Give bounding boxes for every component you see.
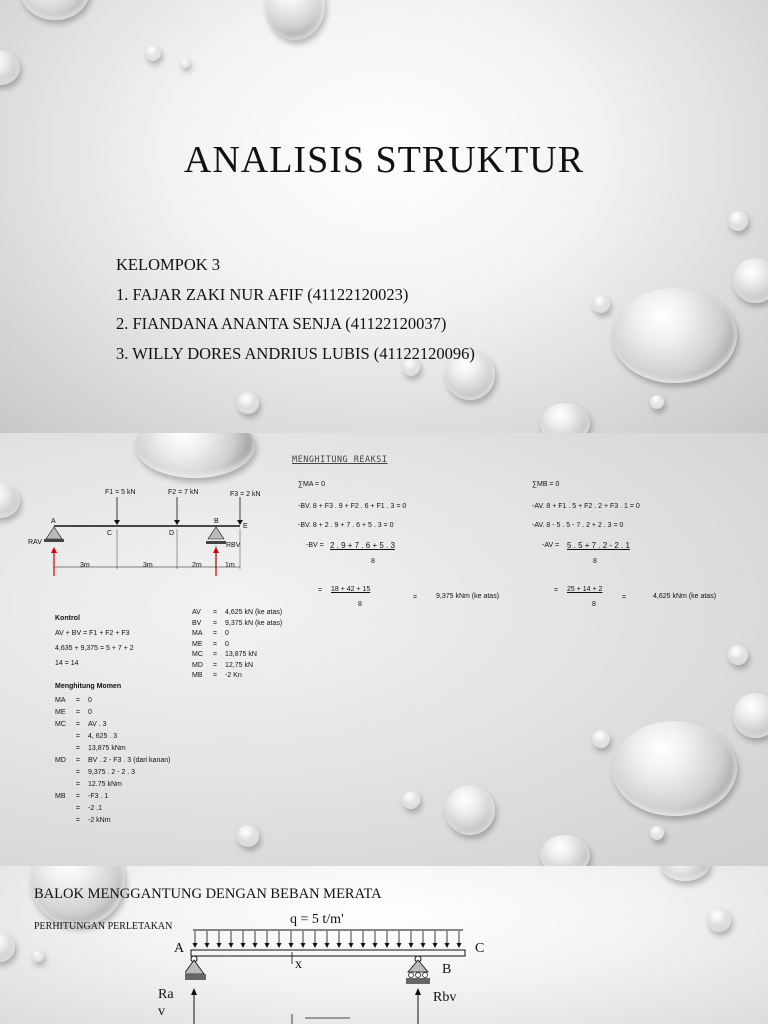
reaksi-left-eq1: ∑MA = 0	[298, 481, 325, 488]
point-label-c: C	[475, 941, 485, 956]
reaksi-right-eq3: -AV. 8 - 5 . 5 - 7 . 2 + 2 . 3 = 0	[532, 522, 624, 529]
reaction-label-a-suffix: v	[158, 1004, 165, 1019]
momen-row-key: MA	[55, 697, 66, 704]
reaksi-left-eq4-lhs: -BV =	[306, 542, 324, 549]
water-drop-decoration	[0, 932, 15, 962]
summary-row	[192, 650, 290, 661]
water-drop-decoration	[237, 825, 259, 847]
support-b-base	[206, 541, 226, 544]
span-label: 3m	[80, 562, 90, 569]
momen-row	[55, 731, 178, 743]
momen-row-equals: =	[75, 805, 80, 812]
arrow-head	[397, 943, 402, 948]
arrow-head	[193, 943, 198, 948]
arrow-head	[229, 943, 234, 948]
momen-row-value: 13,875 kNm	[87, 745, 126, 752]
arrow-head	[205, 943, 210, 948]
water-drop-decoration	[32, 950, 44, 962]
summary-row-equals: =	[212, 651, 217, 658]
momen-row-equals: =	[75, 709, 80, 716]
water-drop-decoration	[592, 295, 610, 313]
water-drop-decoration	[265, 0, 325, 40]
momen-row-value: 9,375 . 2 - 2 . 3	[87, 769, 136, 776]
roller	[416, 973, 421, 978]
momen-row	[55, 767, 178, 779]
distributed-load-diagram	[185, 926, 475, 1024]
momen-row-value: AV . 3	[87, 721, 107, 728]
momen-title: Menghitung Momen	[55, 683, 122, 690]
slide-title	[0, 0, 768, 433]
momen-row-key: MD	[55, 757, 66, 764]
water-drop-decoration	[660, 866, 710, 881]
momen-row-value: -2 .1	[87, 805, 102, 812]
water-drop-decoration	[540, 835, 590, 866]
slide-distributed-load	[0, 866, 768, 1024]
kontrol-block	[55, 611, 134, 671]
arrow-head	[349, 943, 354, 948]
arrow-head	[277, 943, 282, 948]
kontrol-title: Kontrol	[55, 615, 80, 622]
arrow-head	[313, 943, 318, 948]
point-label-b: B	[442, 962, 452, 977]
water-drop-decoration	[612, 288, 737, 383]
reaksi-left-eq2: -BV. 8 + F3 . 9 + F2 . 6 + F1 . 3 = 0	[298, 503, 407, 510]
reaksi-right-result: 4,625 kNm (ke atas)	[653, 593, 717, 600]
load-arrows	[193, 931, 462, 948]
momen-row-equals: =	[75, 697, 80, 704]
water-drop-decoration	[20, 0, 90, 20]
water-drop-decoration	[733, 693, 768, 738]
momen-row-key: ME	[55, 709, 66, 716]
point-label-x: x	[295, 957, 302, 972]
span-label: 2m	[192, 562, 202, 569]
arrow-head	[241, 943, 246, 948]
summary-row	[192, 671, 290, 682]
reaksi-right-eq4-num: 5 . 5 + 7 . 2 - 2 . 1	[567, 541, 630, 550]
slide-calculation	[0, 433, 768, 866]
reaksi-right-eq5-num: 25 + 14 + 2	[567, 586, 603, 593]
momen-row-key	[55, 767, 76, 779]
support-a-base	[44, 539, 64, 542]
member-item: 1. FAJAR ZAKI NUR AFIF (41122120023)	[116, 284, 409, 304]
momen-row	[55, 719, 178, 731]
reaction-label-b: RBV	[226, 542, 241, 549]
water-drop-decoration	[592, 730, 610, 748]
span-label: 1m	[225, 562, 235, 569]
slide3-subtitle: PERHITUNGAN PERLETAKAN	[34, 921, 173, 932]
momen-row-equals: =	[75, 721, 80, 728]
reaction-label-b: Rbv	[433, 990, 457, 1005]
arrow-head	[457, 943, 462, 948]
summary-row-key: AV	[192, 609, 201, 616]
reaksi-left-result: 9,375 kNm (ke atas)	[436, 593, 500, 600]
water-drop-decoration	[733, 258, 768, 303]
water-drop-decoration	[728, 211, 748, 231]
summary-table	[192, 608, 290, 682]
arrow-head	[174, 520, 180, 525]
arrow-head	[51, 547, 57, 553]
reaksi-left-eq3: -BV. 8 + 2 . 9 + 7 . 6 + 5 . 3 = 0	[298, 522, 394, 529]
point-label-e: E	[243, 523, 248, 530]
water-drop-decoration	[135, 433, 255, 478]
group-name: KELOMPOK 3	[116, 255, 221, 274]
point-label-c: C	[107, 530, 113, 537]
momen-row	[55, 815, 178, 827]
arrow-head	[421, 943, 426, 948]
arrow-head	[325, 943, 330, 948]
momen-row-equals: =	[75, 757, 80, 764]
summary-row-value: 13,875 kN	[224, 651, 257, 658]
water-drop-decoration	[145, 45, 161, 61]
roller	[423, 973, 428, 978]
arrow-head	[289, 943, 294, 948]
point-label-a: A	[174, 941, 185, 956]
arrow-head	[191, 988, 197, 995]
reaksi-right-eq2: -AV. 8 + F1 . 5 + F2 . 2 + F3 . 1 = 0	[532, 503, 640, 510]
momen-row-equals: =	[75, 733, 80, 740]
momen-row-equals: =	[75, 745, 80, 752]
summary-row-equals: =	[212, 619, 217, 627]
momen-row-value: 4, 625 . 3	[87, 733, 118, 740]
kontrol-line: 4,635 + 9,375 = 5 + 7 + 2	[55, 645, 134, 652]
water-drop-decoration	[445, 785, 495, 835]
load-label: q = 5 t/m'	[290, 912, 344, 927]
momen-row-key	[55, 815, 76, 827]
momen-row-value: -F3 . 1	[87, 793, 109, 800]
reaction-label-a: Ra	[158, 987, 174, 1002]
summary-row	[192, 629, 290, 640]
reaksi-right-eq4-den: 8	[593, 558, 597, 565]
momen-row	[55, 695, 178, 707]
summary-row	[192, 619, 290, 630]
water-drop-decoration	[402, 791, 420, 809]
span-label: 3m	[143, 562, 153, 569]
support-b	[208, 527, 224, 539]
support-a	[185, 960, 204, 974]
support-a-base	[185, 974, 206, 980]
summary-row	[192, 661, 290, 672]
momen-row-value: 0	[87, 709, 92, 716]
arrow-head	[114, 520, 120, 525]
momen-row	[55, 791, 178, 803]
water-drop-decoration	[650, 395, 664, 409]
support-b-base	[406, 978, 430, 984]
reaksi-right-eq5-lhs: =	[554, 587, 559, 594]
arrow-head	[265, 943, 270, 948]
summary-row-key: BV	[192, 619, 202, 627]
reaksi-left-eq5-num: 18 + 42 + 15	[331, 586, 371, 593]
beam	[191, 950, 465, 956]
summary-row	[192, 608, 290, 619]
water-drop-decoration	[180, 58, 190, 68]
reaksi-left-eq4-den: 8	[371, 558, 375, 565]
momen-row	[55, 743, 178, 755]
point-label-d: D	[169, 530, 175, 537]
arrow-head	[337, 943, 342, 948]
momen-row	[55, 707, 178, 719]
arrow-head	[373, 943, 378, 948]
force-label-f1: F1 = 5 kN	[105, 489, 136, 496]
slide-title-heading: ANALISIS STRUKTUR	[183, 139, 585, 181]
momen-row-key	[55, 743, 76, 755]
member-item: 3. WILLY DORES ANDRIUS LUBIS (41122120096)	[116, 343, 475, 363]
water-drop-decoration	[650, 826, 664, 840]
momen-row-value: 12.75 kNm	[87, 781, 122, 788]
arrow-head	[385, 943, 390, 948]
summary-row-equals: =	[212, 630, 217, 637]
member-list	[116, 250, 475, 368]
reaksi-right-eq5-den: 8	[592, 601, 596, 608]
momen-row-equals: =	[75, 793, 80, 800]
reaksi-right-eq4-lhs: -AV =	[542, 542, 560, 549]
summary-row-equals: =	[212, 640, 217, 648]
momen-row-key	[55, 803, 76, 815]
water-drop-decoration	[237, 392, 259, 414]
support-a	[46, 527, 62, 539]
point-label-b: B	[214, 518, 219, 525]
slide3-title: BALOK MENGGANTUNG DENGAN BEBAN MERATA	[34, 886, 382, 902]
summary-row-key: ME	[192, 640, 203, 648]
support-b	[408, 960, 428, 972]
summary-row-value: 0	[224, 640, 229, 648]
water-drop-decoration	[0, 483, 20, 518]
momen-row-key: MC	[55, 721, 66, 728]
reaksi-right-eq1: ∑MB = 0	[532, 481, 560, 488]
arrow-head	[433, 943, 438, 948]
arrow-head	[217, 943, 222, 948]
reaksi-left-eq5-lhs: =	[318, 587, 323, 594]
reaksi-left-eq5-eq: =	[413, 594, 418, 601]
water-drop-decoration	[612, 721, 737, 816]
momen-row-value: -2 kNm	[87, 817, 111, 824]
summary-row-value: 4,625 kN (ke atas)	[224, 609, 283, 616]
force-label-f2: F2 = 7 kN	[168, 489, 199, 496]
roller	[409, 973, 414, 978]
kontrol-line: 14 = 14	[55, 660, 79, 667]
arrow-head	[253, 943, 258, 948]
momen-row-value: 0	[87, 697, 92, 704]
momen-row	[55, 803, 178, 815]
water-drop-decoration	[728, 645, 748, 665]
momen-row-value: BV . 2 - F3 . 3 (dari kanan)	[87, 757, 171, 764]
momen-row	[55, 755, 178, 767]
water-drop-decoration	[0, 50, 20, 85]
reaction-label-a: RAV	[28, 539, 42, 546]
point-label-a: A	[51, 518, 56, 525]
summary-row-key: MA	[192, 630, 203, 637]
momen-row-equals: =	[75, 769, 80, 776]
summary-row-key: MC	[192, 651, 203, 658]
reaksi-left-eq5-den: 8	[358, 601, 362, 608]
member-item: 2. FIANDANA ANANTA SENJA (41122120037)	[116, 314, 447, 333]
summary-row-equals: =	[212, 661, 217, 669]
reaksi-left-eq4-num: 2 . 9 + 7 . 6 + 5 . 3	[330, 541, 395, 550]
momen-table	[55, 695, 178, 827]
momen-row-key	[55, 731, 76, 743]
momen-row-equals: =	[75, 781, 80, 788]
arrow-head	[301, 943, 306, 948]
momen-row-key	[55, 779, 76, 791]
momen-row	[55, 779, 178, 791]
summary-row-key: MD	[192, 661, 203, 669]
summary-row-value: 0	[224, 630, 229, 637]
summary-row-value: 9,375 kN (ke atas)	[224, 619, 283, 627]
water-drop-decoration	[540, 403, 590, 433]
momen-row-key: MB	[55, 793, 66, 800]
arrow-head	[415, 988, 421, 995]
summary-row-value: 12,75 kN	[224, 661, 254, 669]
summary-row-equals: =	[212, 609, 217, 616]
summary-row-key: MB	[192, 672, 203, 679]
water-drop-decoration	[707, 908, 731, 932]
arrow-head	[445, 943, 450, 948]
summary-row-value: -2 Kn	[224, 672, 242, 679]
kontrol-line: AV + BV = F1 + F2 + F3	[55, 630, 130, 637]
force-label-f3: F3 = 2 kN	[230, 491, 261, 498]
reaksi-right-eq5-eq: =	[622, 594, 627, 601]
reaksi-header: MENGHITUNG REAKSI	[292, 455, 388, 465]
summary-row-equals: =	[212, 672, 217, 679]
arrow-head	[409, 943, 414, 948]
arrow-head	[361, 943, 366, 948]
summary-row	[192, 640, 290, 651]
momen-row-equals: =	[75, 817, 80, 824]
